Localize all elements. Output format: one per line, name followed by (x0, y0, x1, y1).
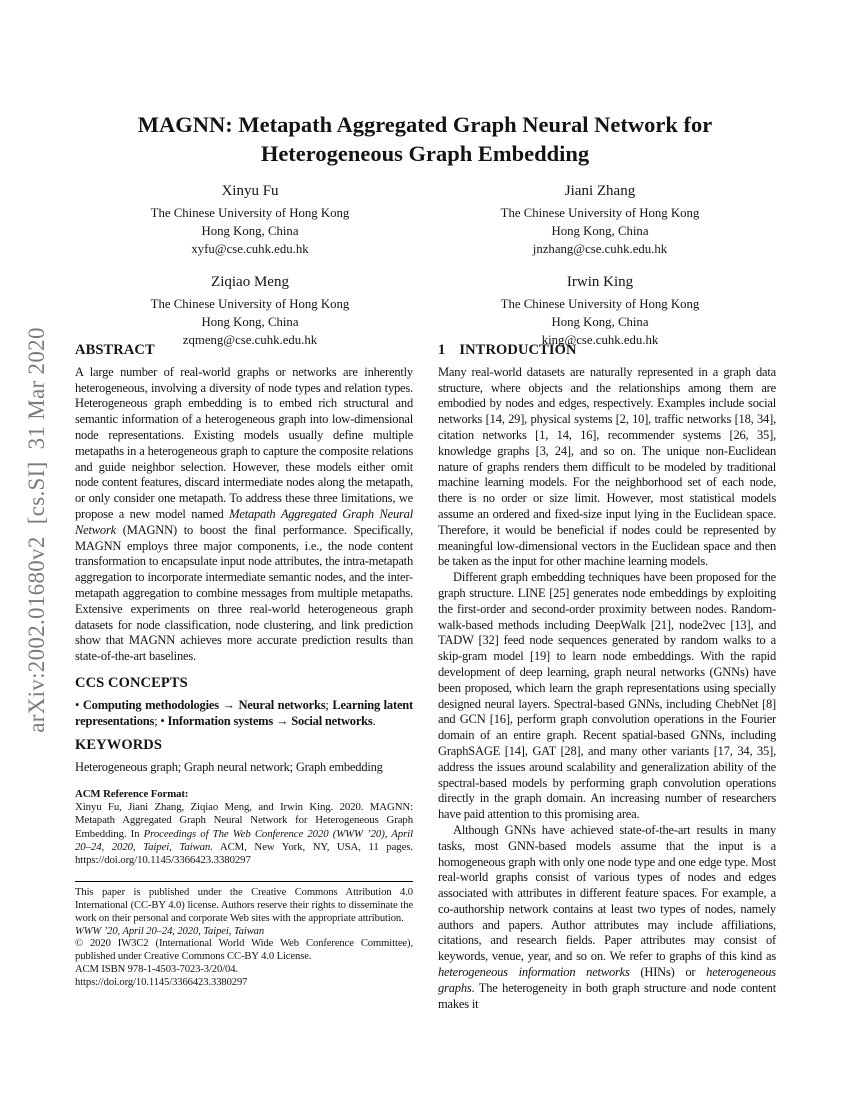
author-email: xyfu@cse.cuhk.edu.hk (191, 242, 309, 256)
footnote-copyright: © 2020 IW3C2 (International World Wide Web Conference Committee), published under Creative Commons CC-BY 4.0 License. (75, 938, 413, 963)
introduction-paragraph-2: Different graph embedding techniques have been proposed for the graph structure. LINE [25] generates node embeddings by exploiting the first-order and second-order proximity between nodes. Random-walk-based methods including DeepWalk [21], node2vec [13], and TADW [32] feed node sequences generated by random walks to a skip-gram model [19] to learn node embeddings. With the rapid development of deep learning, graph neural networks (GNNs) have been proposed, which learn the graph representations using specially designed neural layers. Spectral-based GNNs, including ChebNet [8] and GCN [16], perform graph convolution operations in the Fourier domain of an entire graph. Recent spatial-based GNNs, including GraphSAGE [14], GAT [28], and many other variants [17, 34, 35], address the issues around scalability and generalization ability of the spectral-based models by performing graph convolution operations directly in the graph domain. An increasing number of researchers have paid attention to this promising area. (438, 570, 776, 822)
author-location: Hong Kong, China (551, 315, 649, 329)
introduction-heading (438, 343, 776, 359)
footnote-isbn: ACM ISBN 978-1-4503-7023-3/20/04. (75, 963, 238, 975)
introduction-paragraph-1: Many real-world datasets are naturally represented in a graph data structure, where objects and the relationships among them are embodied by nodes and edges, respectively. Examples include social networks [14, 29], physical systems [2, 10], traffic networks [18, 34], citation networks [1, 14, 16], recommender systems [26, 35], knowledge graphs [3, 24], and so on. The unique non-Euclidean nature of graphs renders them difficult to be modeled by traditional machine learning models. For the neighborhood set of each node, there is no order or size limit. However, most statistical models assume an ordered and fixed-size input lying in the Euclidean space. Therefore, it would be beneficial if nodes could be represented by meaningful low-dimensional vectors in the Euclidean space and then be taken as the input for other machine learning models. (438, 364, 776, 569)
author-block-4 (425, 273, 775, 349)
ccs-text: • Computing methodologies → Neural networks; Learning latent representations; • Information systems → Social networks. (75, 697, 414, 728)
footnote-conference: WWW ’20, April 20–24, 2020, Taipei, Taiwan (75, 925, 265, 937)
right-column (438, 343, 776, 1012)
author-location: Hong Kong, China (201, 224, 299, 238)
section-number: 1 (438, 342, 446, 358)
author-affiliation: The Chinese University of Hong Kong (150, 206, 350, 220)
author-name: Jiani Zhang (564, 183, 636, 199)
keywords-text: Heterogeneous graph; Graph neural network; Graph embedding (75, 760, 383, 775)
author-location: Hong Kong, China (201, 315, 299, 329)
author-email: zqmeng@cse.cuhk.edu.hk (182, 333, 318, 347)
footnote-doi: https://doi.org/10.1145/3366423.3380297 (75, 976, 248, 988)
author-block-3 (75, 273, 425, 349)
arxiv-watermark: arXiv:2002.01680v2 [cs.SI] 31 Mar 2020 (24, 327, 49, 733)
left-column (75, 343, 413, 990)
page-title (0, 110, 850, 168)
author-email: jnzhang@cse.cuhk.edu.hk (532, 242, 668, 256)
abstract-heading: ABSTRACT (75, 342, 155, 358)
page-title-text: MAGNN: Metapath Aggregated Graph Neural Network for Heterogeneous Graph Embedding (137, 112, 713, 166)
section-title: INTRODUCTION (459, 342, 577, 358)
author-location: Hong Kong, China (551, 224, 649, 238)
author-email: king@cse.cuhk.edu.hk (541, 333, 659, 347)
author-affiliation: The Chinese University of Hong Kong (500, 297, 700, 311)
author-block-1 (75, 182, 425, 258)
abstract-text: A large number of real-world graphs or networks are inherently heterogeneous, involving a diversity of node types and relation types. Heterogeneous graph embedding is to embed rich structural and semantic information of a heterogeneous graph into low-dimensional node representations. Existing models usually define multiple metapaths in a heterogeneous graph to capture the composite relations and guide neighbor selection. However, these models either omit node content features, discard intermediate nodes along the metapath, or only consider one metapath. To address these three limitations, we propose a new model named Metapath Aggregated Graph Neural Network (MAGNN) to boost the final performance. Specifically, MAGNN employs three major components, i.e., the node content transformation to encapsulate input node attributes, the intra-metapath aggregation to incorporate intermediate semantic nodes, and the inter-metapath aggregation to combine messages from multiple metapaths. Extensive experiments on three real-world heterogeneous graph datasets for node classification, node clustering, and link prediction show that MAGNN achieves more accurate prediction results than state-of-the-art baselines. (75, 364, 413, 664)
introduction-paragraph-3: Although GNNs have achieved state-of-the-art results in many tasks, most GNN-based models assume that the input is a homogeneous graph with only one node type and one edge type. Most real-world graphs consist of various types of nodes and edges associated with attributes in different feature spaces. For example, a co-authorship network contains at least two types of nodes, namely authors and papers. Author attributes may include affiliations, citations, and research fields. Paper attributes may consist of keywords, venue, year, and so on. We refer to graphs of this kind as heterogeneous information networks (HINs) or heterogeneous graphs. The heterogeneity in both graph structure and node content makes it (438, 822, 776, 1011)
acm-reference-text: Xinyu Fu, Jiani Zhang, Ziqiao Meng, and Irwin King. 2020. MAGNN: Metapath Aggregated Graph Neural Network for Heterogeneous Graph Embedding. In Proceedings of The Web Conference 2020 (WWW ’20), April 20–24, 2020, Taipei, Taiwan. ACM, New York, NY, USA, 11 pages. https://doi.org/10.1145/3366423.3380297 (75, 801, 413, 866)
author-name: Ziqiao Meng (211, 274, 289, 290)
author-name: Xinyu Fu (221, 183, 279, 199)
footnote-block (75, 881, 413, 989)
keywords-heading: KEYWORDS (75, 737, 163, 754)
author-affiliation: The Chinese University of Hong Kong (150, 297, 350, 311)
author-list (75, 182, 775, 349)
ccs-heading: CCS CONCEPTS (75, 674, 188, 691)
footnote-divider (75, 881, 413, 882)
author-affiliation: The Chinese University of Hong Kong (500, 206, 700, 220)
author-name: Irwin King (566, 274, 634, 290)
author-block-2 (425, 182, 775, 258)
acm-reference-heading: ACM Reference Format: (75, 787, 189, 800)
footnote-license: This paper is published under the Creative Commons Attribution 4.0 International (CC-BY 4.0) license. Authors reserve their rights to disseminate the work on their personal and corporate Web sites with the appropriate attribution. (75, 887, 413, 924)
acm-reference-block (75, 788, 413, 867)
